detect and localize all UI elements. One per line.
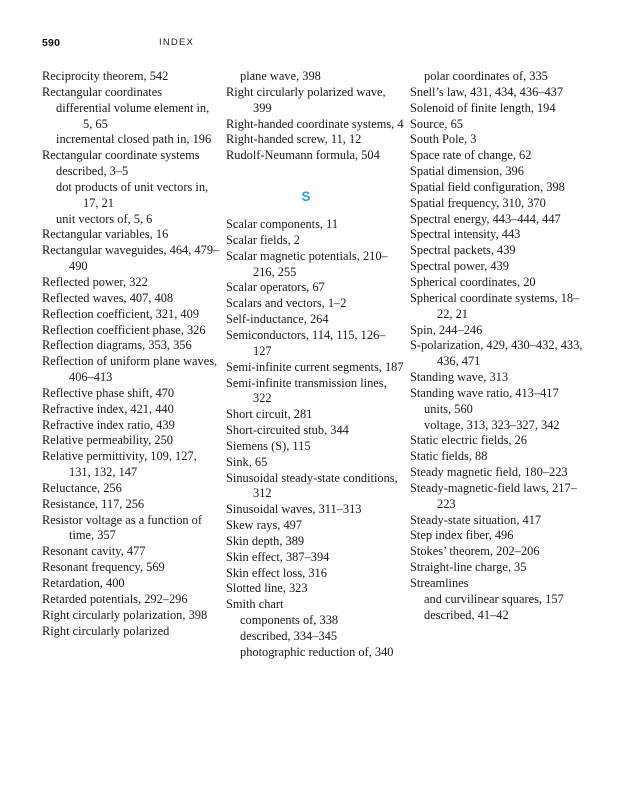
index-entry: Snell’s law, 431, 434, 436–437	[410, 84, 564, 99]
index-entry: Stokes’ theorem, 202–206	[410, 544, 540, 559]
index-entry: S-polarization, 429, 430–432, 433, 436, 471	[410, 338, 583, 369]
index-entry: Straight-line charge, 35	[410, 560, 527, 575]
index-entry: Source, 65	[410, 116, 463, 131]
index-entry: Scalars and vectors, 1–2	[226, 296, 347, 311]
index-entry: Static electric fields, 26	[410, 433, 527, 448]
index-entry: Rectangular variables, 16	[42, 227, 169, 242]
index-entry: Right circularly polarized wave, 399	[226, 84, 386, 115]
index-entry: Refractive index ratio, 439	[42, 417, 175, 432]
index-entry: Steady-magnetic-field laws, 217–223	[410, 480, 577, 511]
index-subentry: incremental closed path in, 196	[56, 132, 212, 147]
index-column-3	[410, 69, 590, 624]
index-subentry: and curvilinear squares, 157	[424, 591, 564, 606]
index-entry: Refractive index, 421, 440	[42, 401, 174, 416]
index-entry: South Pole, 3	[410, 132, 477, 147]
index-entry: Reflective phase shift, 470	[42, 385, 175, 400]
index-entry: Steady-state situation, 417	[410, 512, 542, 527]
index-entry: Spectral power, 439	[410, 259, 509, 274]
index-entry: Spin, 244–246	[410, 322, 483, 337]
index-entry: Step index fiber, 496	[410, 528, 514, 543]
index-entry: Resistance, 117, 256	[42, 496, 145, 511]
index-entry: Relative permeability, 250	[42, 433, 173, 448]
index-entry: Rectangular waveguides, 464, 479–490	[42, 243, 220, 274]
index-entry: Streamlines	[410, 576, 469, 590]
index-entry: Solenoid of finite length, 194	[410, 100, 556, 115]
page-number: 590	[42, 37, 61, 49]
index-entry: Right-handed coordinate systems, 4	[226, 116, 404, 131]
index-subentry: polar coordinates of, 335	[424, 69, 548, 83]
index-entry: Spherical coordinate systems, 18–22, 21	[410, 290, 580, 321]
index-entry: Static fields, 88	[410, 449, 488, 464]
index-subentry: photographic reduction of, 340	[240, 644, 394, 659]
index-entry: Self-inductance, 264	[226, 312, 329, 327]
index-entry: Skin depth, 389	[226, 533, 305, 548]
running-head-title: INDEX	[159, 37, 195, 48]
index-subentry: plane wave, 398	[240, 69, 321, 83]
index-subentry: unit vectors of, 5, 6	[56, 211, 153, 226]
index-entry: Spatial field configuration, 398	[410, 179, 565, 194]
index-entry: Retarded potentials, 292–296	[42, 591, 188, 606]
index-subentry: described, 3–5	[56, 164, 129, 179]
index-entry: Relative permittivity, 109, 127, 131, 132, 147	[42, 449, 197, 480]
index-entry: Right circularly polarization, 398	[42, 607, 208, 622]
index-entry: Scalar magnetic potentials, 210–216, 255	[226, 248, 388, 279]
index-entry: Semi-infinite transmission lines, 322	[226, 375, 387, 406]
index-entry: Spatial frequency, 310, 370	[410, 195, 546, 210]
index-entry: Retardation, 400	[42, 576, 125, 590]
index-entry: Standing wave, 313	[410, 370, 509, 385]
index-entry: Spatial dimension, 396	[410, 164, 524, 179]
index-entry: Slotted line, 323	[226, 581, 308, 596]
index-entry: Reflection of uniform plane waves, 406–413	[42, 354, 218, 385]
index-subentry: units, 560	[424, 401, 473, 416]
index-entry: Resonant frequency, 569	[42, 560, 165, 575]
index-entry: Scalar operators, 67	[226, 280, 325, 295]
index-entry: Smith chart	[226, 597, 284, 612]
index-entry: Reciprocity theorem, 542	[42, 69, 169, 83]
index-entry: Semiconductors, 114, 115, 126–127	[226, 327, 386, 358]
index-entry: Reluctance, 256	[42, 480, 122, 495]
index-entry: Sinusoidal waves, 311–313	[226, 502, 362, 517]
index-entry: Skin effect loss, 316	[226, 565, 327, 580]
index-subentry: described, 41–42	[424, 607, 509, 622]
index-entry: Resonant cavity, 477	[42, 544, 146, 559]
index-subentry: dot products of unit vectors in, 17, 21	[56, 179, 209, 210]
section-letter-heading: S	[301, 189, 311, 205]
index-entry: Sinusoidal steady-state conditions, 312	[226, 470, 398, 501]
index-entry: Standing wave ratio, 413–417	[410, 385, 559, 400]
index-entry: Resistor voltage as a function of time, 357	[42, 512, 203, 543]
index-entry: Semi-infinite current segments, 187	[226, 359, 404, 374]
index-entry: Reflection coefficient, 321, 409	[42, 306, 200, 321]
index-entry: Reflection diagrams, 353, 356	[42, 338, 192, 353]
index-entry: Spectral intensity, 443	[410, 227, 521, 242]
index-entry: Sink, 65	[226, 454, 268, 469]
index-subentry: differential volume element in, 5, 65	[56, 100, 210, 131]
index-subentry: described, 334–345	[240, 629, 338, 643]
index-entry: Scalar fields, 2	[226, 232, 300, 247]
index-entry: Siemens (S), 115	[226, 438, 311, 453]
index-entry: Rectangular coordinates	[42, 84, 163, 99]
index-entry: Reflected power, 322	[42, 274, 148, 289]
index-entry: Rudolf-Neumann formula, 504	[226, 148, 380, 163]
index-entry: Spectral energy, 443–444, 447	[410, 211, 561, 226]
index-entry: Reflected waves, 407, 408	[42, 290, 174, 305]
index-subentry: voltage, 313, 323–327, 342	[424, 417, 560, 432]
index-entry: Right circularly polarized	[42, 623, 170, 638]
index-entry: Steady magnetic field, 180–223	[410, 465, 568, 480]
index-entry: Spherical coordinates, 20	[410, 274, 536, 289]
index-column-2	[226, 69, 404, 661]
index-entry: Spectral packets, 439	[410, 243, 516, 258]
index-entry: Scalar components, 11	[226, 217, 339, 232]
index-entry: Skin effect, 387–394	[226, 549, 330, 564]
index-entry: Short-circuited stub, 344	[226, 423, 349, 438]
index-entry: Reflection coefficient phase, 326	[42, 322, 206, 337]
index-entry: Skew rays, 497	[226, 518, 303, 533]
index-entry: Right-handed screw, 11, 12	[226, 132, 362, 147]
index-subentry: components of, 338	[240, 613, 339, 628]
index-entry: Short circuit, 281	[226, 407, 313, 422]
index-column-1	[42, 69, 220, 639]
index-entry: Rectangular coordinate systems	[42, 148, 200, 163]
index-entry: Space rate of change, 62	[410, 148, 532, 163]
